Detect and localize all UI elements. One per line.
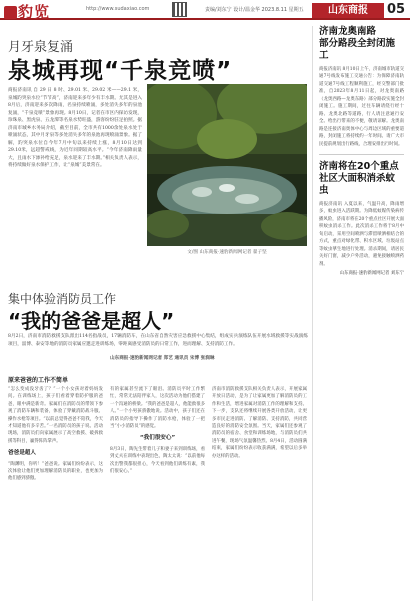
feature-column-2 — [110, 386, 205, 475]
qr-code-icon — [172, 2, 187, 17]
feature-body: 8月2日，济南市消防救援支队派出114名指战员，17辆消防车，在山东省自然灾害应急救援中心集结，组成实兵演练队伍开展水域救援等实战演练项目，淄博、泰安等地的消防员家属应邀走进训练场，零距离感受消防员的日常工作，进而理解、支持消防工作。 — [8, 334, 308, 347]
col1-subhead: 爸爸是超人 — [8, 450, 36, 457]
divider — [319, 154, 404, 155]
page-header — [0, 0, 410, 20]
feature-columns — [8, 386, 308, 598]
feature-column-1 — [8, 386, 103, 483]
logo-icon — [4, 6, 17, 19]
paper-name: 山东商报 — [312, 3, 384, 18]
photo-caption: 文/图 山东商报·速豹新闻网记者 翟子坚 — [187, 250, 267, 255]
spring-photo — [147, 84, 307, 246]
feature-kicker: 集中体验消防员工作 — [8, 292, 117, 306]
feature-subhead: 原来爸爸的工作不简单 — [8, 377, 69, 384]
right-signature: 山东商报·速豹新闻网记者 刘东宁 — [339, 271, 404, 277]
col2-text: 有的家属甚至流下了眼泪。消防员平时工作繁忙，常常无法陪伴家人，这次活动为他们搭建了一个沟通的桥梁。“我的爸爸是超人，他能救很多人。”一个小男孩骄傲地说。活动中，孩子们还在消防员的指导下操作了消防水枪，体验了一把当“小小消防员”的感觉。 — [110, 387, 205, 430]
site-url: http://www.sudaxiao.com — [86, 6, 150, 12]
lead-headline: 泉城再现“千泉竞喷” — [8, 58, 233, 84]
right-body-1: 商报济南讯 8月10日上午，济南城市轨道交通7号线发布施工交通公告：为保障济南轨道交通7号线工程顺利施工，经交警部门批准，自2023年8月11日起，对龙奥南路（龙奥西路—龙奥东路）部分路段实施全封闭施工。施工期间，过往车辆请绕行经十路、龙奥北路等道路，行人请注意通行安全。给出行带来的不便，敬请谅解。龙奥南路是连接济南奥体中心与周边区域的重要道路，封闭施工将持续约一年时间。请广大市民提前规划出行路线，合理安排出行时间。 — [319, 67, 404, 147]
right-headline-2: 济南将在20个重点社区大面积消杀蚊虫 — [319, 160, 399, 196]
col1-text: “怎么变成没牙齿了？”一个小女孩对着妈妈发问。在训练场上，孩子们看着穿着防护服的爸爸，眼中满是新奇。家属们在消防员的带领下参观了消防车辆和装备，体验了穿戴消防战斗服、操作水枪等项目。“以前总觉得爸爸不陪我，今天才知道他有多辛苦。”一名消防员的孩子说。活动现场，消防员们向家属展示了高空救援、破拆救援等科目，赢得阵阵掌声。 — [8, 387, 103, 444]
brand-label: 豹览 — [18, 3, 51, 21]
col2-subhead: “我们很安心” — [139, 435, 176, 442]
issue-meta: 责编/刘东宁 设计/温金华 2023.8.11 星期五 — [205, 7, 304, 13]
brand-logo — [4, 1, 50, 22]
feature-byline: 山东商报·速豹新闻网记者 郑艺 通讯员 宋博 张润琳 — [110, 356, 215, 361]
right-headline-1: 济南龙奥南路 部分路段全封闭施工 — [319, 26, 396, 61]
col2-text-b: 8月3日，陶先生带着儿子和妻子来到训练场，看到丈夫在训练中表现出色，陶太太说：“以前他每次出警我都很担心，今天看到他们训练有素，我们很安心。” — [110, 446, 205, 475]
lead-body: 商报济南讯 自 29 日 8 时、29.01 米、29.02 米——29.1 米，泉城趵突泉水位“节节高”，济南迎来多年少有丰水期。尤其是进入8月后，济南迎来多次降雨，名泉持续喷涌，多处消失多年的泉池复涌，“千泉竞喷”景象再现。8月10日，记者在市区内探访发现，珍珠泉、黑虎泉、五龙潭等名泉水势旺盛，游客纷纷驻足拍照。据济南市城乡水务局介绍，截至目前，全市共有1000余处泉水处于喷涌状态，其中月牙泉等多处消失多年的泉池再现喷涌景象。据了解，趵突泉水位自今年7月中旬以来持续上涨，8月10日达到29.10米，远超警戒线，为近年同期较高水平。“今年济南降雨量大，且雨水下渗补给充足，泉水迎来了丰水期。”相关负责人表示，将持续做好泉水保护工作，让“泉城”美景常在。 — [8, 88, 142, 169]
col1-text-b: “陶渊明，你听！”爸爸说。家属们纷纷表示，这次体验让他们更加理解消防员的职业，也更加为他们感到骄傲。 — [8, 461, 103, 482]
col3-text: 济南市消防救援支队相关负责人表示，开展家属开放日活动，是为了让家属更加了解消防员的工作和生活，增进家属对消防工作的理解和支持。下一步，支队还将继续开展各类开放活动，让更多市民走进消防、了解消防、支持消防，共同营造良好的消防安全氛围。当天，家属们还参观了消防员的宿舍、食堂和训练场地，与消防员们共进午餐，现场气氛温馨热烈。8月4日，活动圆满结束，家属们纷纷表示收获满满，希望以后多举办这样的活动。 — [212, 387, 307, 459]
right-body-2: 商报济南讯 入夏以来，气温升高，降雨增多，蚊虫进入活跃期。为降低蚊媒传染病传播风险，济南市将在20个重点社区开展大面积蚊虫消杀工作。此次消杀工作将于8月中旬启动，采用空间喷洒与滞留喷洒相结合的方式，重点对绿化带、积水区域、垃圾站点等蚊虫孳生地进行处理。消杀期间，请居民关好门窗，减少户外活动，避免接触喷洒药剂。 — [319, 201, 404, 267]
page-number: 05 — [387, 2, 406, 17]
feature-column-3 — [212, 386, 307, 460]
lead-kicker: 月牙泉复涌 — [8, 40, 74, 55]
feature-headline: “我的爸爸是超人” — [8, 309, 175, 333]
right-column — [312, 26, 404, 601]
